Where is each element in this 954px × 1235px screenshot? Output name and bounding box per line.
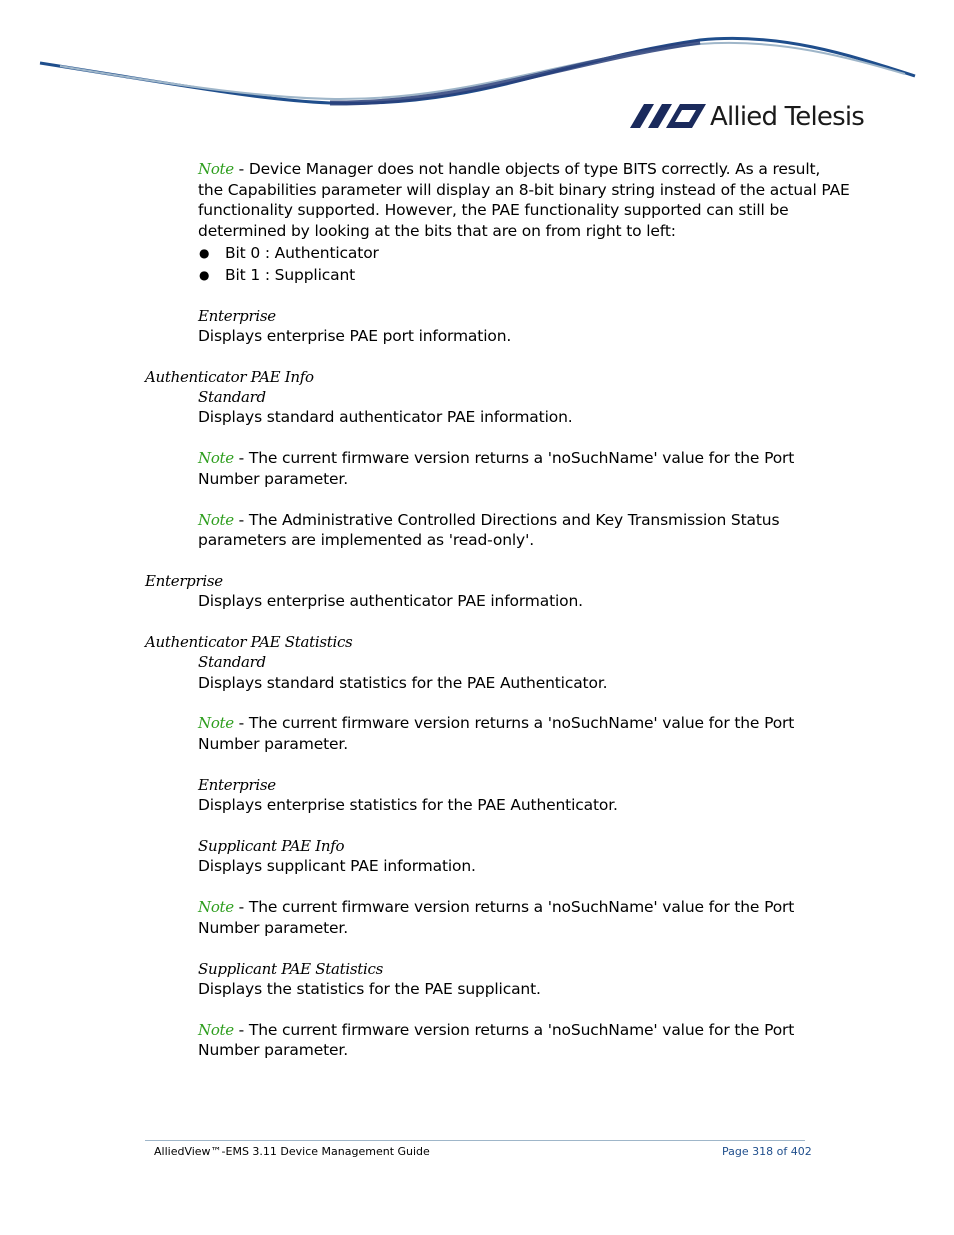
note-line [198, 713, 794, 733]
subheading-enterprise: Enterprise [198, 776, 276, 794]
section-heading: Authenticator PAE Statistics [145, 633, 353, 651]
note-text: - The current firmware version returns a 'noSuchName' value for the Port [233, 1021, 795, 1039]
body-text: Displays standard statistics for the PAE Authenticator. [198, 674, 608, 692]
section-heading: Authenticator PAE Info [145, 368, 314, 386]
note-text: - The current firmware version returns a 'noSuchName' value for the Port [233, 714, 795, 732]
note-text: - The current firmware version returns a 'noSuchName' value for the Port [233, 449, 795, 467]
note-text: - The Administrative Controlled Directions and Key Transmission Status [233, 511, 780, 529]
body-text: Displays enterprise PAE port information. [198, 327, 512, 345]
note-line: Number parameter. [198, 735, 348, 753]
logo-text: Allied Telesis [710, 102, 865, 132]
body-text: Displays supplicant PAE information. [198, 857, 476, 875]
body-text: Displays standard authenticator PAE information. [198, 408, 573, 426]
allied-telesis-logo [630, 100, 870, 134]
body-text: Displays enterprise authenticator PAE information. [198, 592, 583, 610]
note-line [198, 510, 779, 530]
note-line: the Capabilities parameter will display an 8-bit binary string instead of the actual PAE [198, 181, 850, 199]
subheading-standard: Standard [198, 388, 266, 406]
note-label: Note [198, 898, 234, 916]
bullet-marker: ● [199, 268, 210, 282]
subheading-enterprise: Enterprise [198, 307, 276, 325]
note-line: Number parameter. [198, 470, 348, 488]
note-line: functionality supported. However, the PAE functionality supported can still be [198, 201, 789, 219]
note-line [198, 448, 794, 468]
bullet-item: Bit 0 : Authenticator [225, 244, 379, 262]
note-label: Note [198, 160, 234, 178]
note-line: determined by looking at the bits that are on from right to left: [198, 222, 676, 240]
note-line [198, 897, 794, 917]
note-label: Note [198, 714, 234, 732]
note-label: Note [198, 1021, 234, 1039]
note-line: Number parameter. [198, 1041, 348, 1059]
subheading-standard: Standard [198, 653, 266, 671]
note-label: Note [198, 449, 234, 467]
note-text: - Device Manager does not handle objects of type BITS correctly. As a result, [233, 160, 821, 178]
subheading-enterprise: Enterprise [145, 572, 223, 590]
logo-mark-icon [630, 104, 706, 128]
footer-divider [145, 1140, 805, 1141]
bullet-item: Bit 1 : Supplicant [225, 266, 356, 284]
subheading-supplicant-stats: Supplicant PAE Statistics [198, 960, 383, 978]
note-line [198, 1020, 794, 1040]
note-line [198, 159, 820, 179]
footer-title: AlliedView™-EMS 3.11 Device Management Guide [154, 1145, 430, 1158]
note-label: Note [198, 511, 234, 529]
page-number: Page 318 of 402 [722, 1145, 812, 1158]
note-text: - The current firmware version returns a 'noSuchName' value for the Port [233, 898, 795, 916]
body-text: Displays the statistics for the PAE supplicant. [198, 980, 541, 998]
subheading-supplicant-info: Supplicant PAE Info [198, 837, 345, 855]
note-line: Number parameter. [198, 919, 348, 937]
note-line: parameters are implemented as 'read-only'. [198, 531, 534, 549]
body-text: Displays enterprise statistics for the PAE Authenticator. [198, 796, 618, 814]
bullet-marker: ● [199, 246, 210, 260]
